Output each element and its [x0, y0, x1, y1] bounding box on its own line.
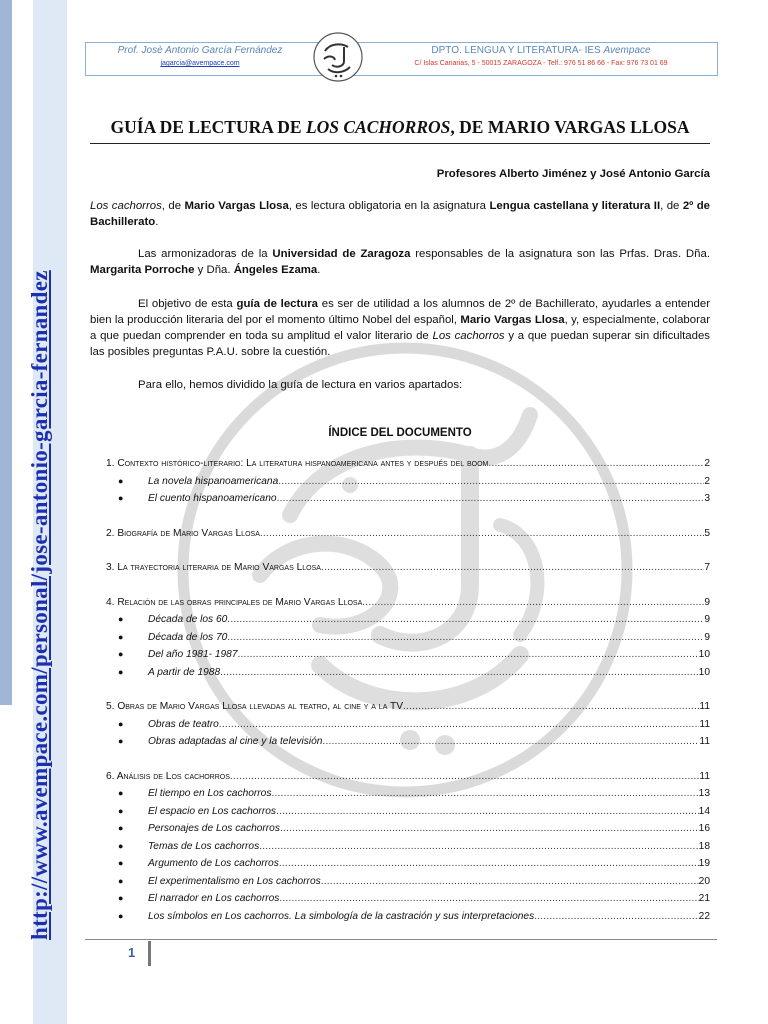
- title-underline: [90, 143, 710, 144]
- bullet-icon: ●: [118, 910, 124, 921]
- teacher-name: Prof. Josè Antonio García Fernández: [117, 45, 283, 56]
- bullet-icon: ●: [118, 649, 124, 659]
- toc-subentry[interactable]: ● Argumento de Los cachorros ..... 19: [90, 858, 710, 876]
- toc-subentry[interactable]: ● A partir de 1988 ..... 10: [90, 667, 710, 685]
- toc-entry[interactable]: 6. Análisis de Los cachorros ..... 11: [90, 771, 710, 789]
- department: DPTO. LENGUA Y LITERATURA- IES Avempace: [431, 45, 651, 56]
- bullet-icon: ●: [118, 718, 124, 729]
- bullet-icon: ●: [118, 805, 124, 816]
- bullet-icon: ●: [118, 666, 124, 677]
- bullet-icon: ●: [118, 788, 124, 798]
- bullet-icon: ●: [118, 893, 124, 903]
- toc-entry[interactable]: 5. Obras de Mario Vargas Llosa llevadas al teatro, al cine y a la TV ..... 11: [90, 701, 710, 719]
- left-decor-bar: [0, 0, 12, 705]
- toc-entry[interactable]: 1. Contexto histórico-literario: La literatura hispanoamericana antes y después del boom ..... 2: [90, 458, 710, 476]
- toc-subentry[interactable]: ● El tiempo en Los cachorros ..... 13: [90, 788, 710, 806]
- avempace-logo-icon: [312, 31, 364, 83]
- school-address: C/ Islas Canarias, 5 - 50015 ZARAGOZA - Telf.: 976 51 86 66 - Fax: 976 73 01 69: [414, 60, 668, 67]
- bullet-icon: ●: [118, 858, 124, 868]
- toc-subentry[interactable]: ● Década de los 70 ..... 9: [90, 632, 710, 650]
- toc-subentry[interactable]: ● El espacio en Los cachorros ..... 14: [90, 806, 710, 824]
- letterhead: [85, 42, 718, 76]
- toc-subentry[interactable]: ● El experimentalismo en Los cachorros ..... 20: [90, 876, 710, 894]
- toc-entry[interactable]: 2. Biografía de Mario Vargas Llosa ..... 5: [90, 528, 710, 546]
- bullet-icon: ●: [118, 614, 124, 624]
- side-url-link[interactable]: http://www.avempace.com/personal/jose-antonio-garcia-fernandez: [27, 270, 52, 940]
- bullet-icon: ●: [118, 493, 124, 503]
- footer-divider: [148, 941, 151, 966]
- footer-rule: [85, 939, 717, 940]
- toc-subentry[interactable]: ● Del año 1981- 1987 ..... 10: [90, 649, 710, 667]
- toc-subentry[interactable]: ● El narrador en Los cachorros ..... 21: [90, 893, 710, 911]
- toc-subentry[interactable]: ● La novela hispanoamericana ..... 2: [90, 476, 710, 494]
- bullet-icon: ●: [118, 475, 124, 486]
- objective-paragraph: El objetivo de esta guía de lectura es ser de utilidad a los alumnos de 2º de Bachillerato, ayudarles a entender bien la producción literaria del por el momento último Nobel del español, Mario Vargas Llosa, y, especialmente, colaborar a que puedan comprender en toda su amplitud el valor literario de Los cachorros y a que puedan superar sin dificultades las posibles preguntas P.A.U. sobre la cuestión.: [90, 298, 711, 358]
- coordinators-paragraph: Las armonizadoras de la Universidad de Zaragoza responsables de la asignatura son las Prfas. Dras. Dña. Margarita Porroche y Dña. Ángeles Ezama.: [90, 248, 710, 276]
- email-link[interactable]: jagarcia@avempace.com: [160, 60, 240, 67]
- toc-subentry[interactable]: ● Personajes de Los cachorros ..... 16: [90, 823, 710, 841]
- table-of-contents: [90, 458, 710, 928]
- sections-paragraph: Para ello, hemos dividido la guía de lectura en varios apartados:: [138, 379, 463, 391]
- authors-line: Profesores Alberto Jiménez y José Antonio García: [436, 168, 710, 180]
- toc-subentry[interactable]: ● Los símbolos en Los cachorros. La simbología de la castración y sus interpretaciones ..... 22: [90, 911, 710, 929]
- bullet-icon: ●: [118, 840, 124, 851]
- document-title: GUÍA DE LECTURA DE LOS CACHORROS, DE MARIO VARGAS LLOSA: [110, 117, 690, 137]
- page-number: 1: [128, 945, 136, 960]
- bullet-icon: ●: [118, 875, 124, 886]
- toc-subentry[interactable]: ● Obras adaptadas al cine y la televisión ..... 11: [90, 736, 710, 754]
- toc-subentry[interactable]: ● Temas de Los cachorros ..... 18: [90, 841, 710, 859]
- toc-subentry[interactable]: ● El cuento hispanoamericano ..... 3: [90, 493, 710, 511]
- bullet-icon: ●: [118, 736, 124, 746]
- toc-entry[interactable]: 3. La trayectoria literaria de Mario Vargas Llosa ..... 7: [90, 562, 710, 580]
- toc-subentry[interactable]: ● Década de los 60 ..... 9: [90, 614, 710, 632]
- toc-title: ÍNDICE DEL DOCUMENTO: [328, 427, 472, 439]
- intro-paragraph: Los cachorros, de Mario Vargas Llosa, es lectura obligatoria en la asignatura Lengua castellana y literatura II, de 2º de Bachillerato.: [90, 200, 711, 228]
- bullet-icon: ●: [118, 631, 124, 642]
- toc-entry[interactable]: 4. Relación de las obras principales de Mario Vargas Llosa ..... 9: [90, 597, 710, 615]
- toc-subentry[interactable]: ● Obras de teatro ..... 11: [90, 719, 710, 737]
- bullet-icon: ●: [118, 823, 124, 833]
